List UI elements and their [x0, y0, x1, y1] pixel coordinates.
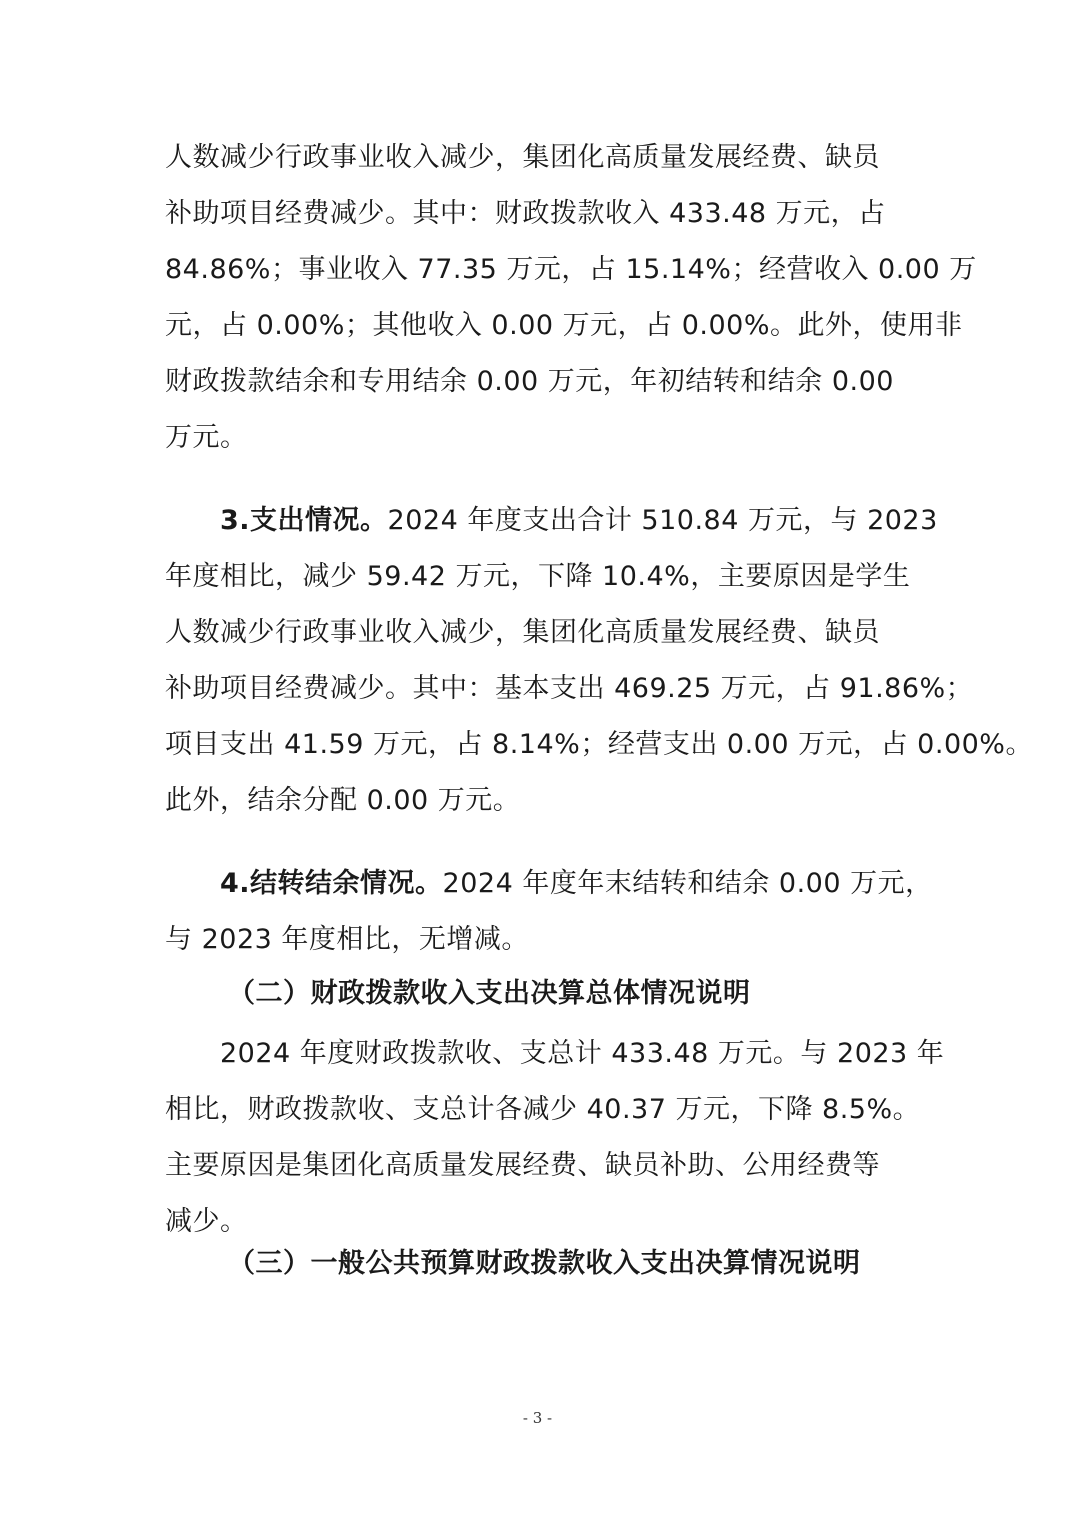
- body-line: 年度相比，减少 59.42 万元，下降 10.4%，主要原因是学生: [165, 561, 911, 592]
- body-line: 此外，结余分配 0.00 万元。: [165, 785, 521, 816]
- body-line: 财政拨款结余和专用结余 0.00 万元，年初结转和结余 0.00: [165, 366, 894, 397]
- body-line: 主要原因是集团化高质量发展经费、缺员补助、公用经费等: [165, 1150, 880, 1181]
- body-line: 84.86%；事业收入 77.35 万元，占 15.14%；经营收入 0.00 万: [165, 254, 977, 285]
- section-heading-2: （二）财政拨款收入支出决算总体情况说明: [228, 978, 751, 1009]
- section4-first-line: [220, 866, 933, 902]
- section3-first-line: [220, 503, 938, 539]
- body-line: 补助项目经费减少。其中：财政拨款收入 433.48 万元，占: [165, 198, 886, 229]
- body-line: 相比，财政拨款收、支总计各减少 40.37 万元，下降 8.5%。: [165, 1094, 921, 1125]
- body-line: 与 2023 年度相比，无增减。: [165, 924, 529, 955]
- body-line: 万元。: [165, 422, 248, 453]
- section4-title: 4.结转结余情况。: [220, 868, 443, 899]
- body-line: 2024 年度财政拨款收、支总计 433.48 万元。与 2023 年: [220, 1038, 945, 1069]
- body-line: 项目支出 41.59 万元，占 8.14%；经营支出 0.00 万元，占 0.00%。: [165, 729, 1033, 760]
- section4-first-line-text: 2024 年度年末结转和结余 0.00 万元，: [442, 868, 933, 899]
- body-line: 人数减少行政事业收入减少，集团化高质量发展经费、缺员: [165, 142, 880, 173]
- body-line: 补助项目经费减少。其中：基本支出 469.25 万元，占 91.86%；: [165, 673, 974, 704]
- body-line: 减少。: [165, 1206, 248, 1237]
- body-line: 元，占 0.00%；其他收入 0.00 万元，占 0.00%。此外，使用非: [165, 310, 963, 341]
- section3-first-line-text: 2024 年度支出合计 510.84 万元，与 2023: [387, 505, 938, 536]
- section-heading-3: （三）一般公共预算财政拨款收入支出决算情况说明: [228, 1248, 861, 1279]
- section3-title: 3.支出情况。: [220, 505, 388, 536]
- page-number: - 3 -: [522, 1409, 553, 1427]
- body-line: 人数减少行政事业收入减少，集团化高质量发展经费、缺员: [165, 617, 880, 648]
